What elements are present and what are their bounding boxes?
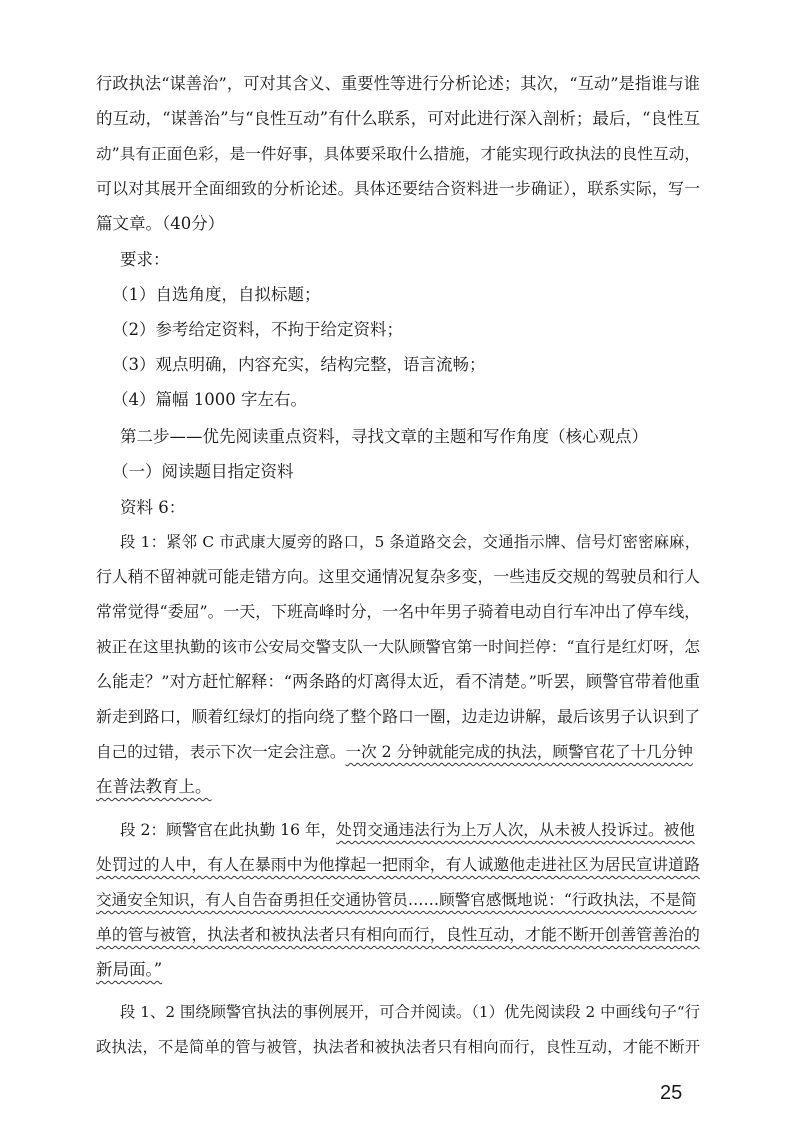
para2-line [120, 818, 700, 842]
para2-line [96, 888, 700, 912]
requirement-item: （3）观点明确，内容充实，结构完整，语言流畅； [112, 355, 486, 374]
intro-line: 篇文章。（40分） [96, 214, 225, 233]
para1-line: 行人稍不留神就可能走错方向。这里交通情况复杂多变，一些违反交规的驾驶员和行人 [96, 567, 700, 586]
para2-line [96, 853, 700, 877]
para1-line [96, 740, 700, 764]
intro-line: 的互动，“谋善治”与“良性互动”有什么联系，可对此进行深入剖析；最后，“良性互 [96, 109, 700, 128]
page-number: 25 [660, 1082, 683, 1104]
requirements-label: 要求： [120, 250, 170, 269]
underlined-sentence: 一次 2 分钟就能完成的执法，顾警官花了十几分钟 [345, 743, 693, 761]
para1-line: 被正在这里执勤的该市公安局交警支队一大队顾警官第一时间拦停：“直行是红灯呀，怎 [96, 638, 700, 656]
intro-line: 行政执法“谋善治”，可对其含义、重要性等进行分析论述；其次，“互动”是指谁与谁 [96, 74, 700, 93]
underlined-sentence: 新局面。” [96, 960, 163, 979]
underlined-sentence: 在普法教育上。 [96, 777, 212, 796]
intro-line: 可以对其展开全面细致的分析论述。具体还要结合资料进一步确证），联系实际，写一 [96, 179, 700, 198]
para1-line: 段 1：紧邻 C 市武康大厦旁的路口，5 条道路交会，交通指示牌、信号灯密密麻麻， [120, 533, 700, 551]
para1-line: 么能走？”对方赶忙解释：“两条路的灯离得太近，看不清楚。”听罢，顾警官带着他重 [96, 672, 700, 691]
analysis-line: 政执法，不是简单的管与被管，执法者和被执法者只有相向而行，良性互动，才能不断开 [96, 1038, 700, 1056]
section-heading: （一）阅读题目指定资料 [112, 462, 294, 481]
underlined-sentence: 处罚过的人中，有人在暴雨中为他撑起一把雨伞，有人诚邀他走进社区为居民宣讲道路 [96, 855, 700, 874]
underlined-sentence: 交通安全知识，有人自告奋勇担任交通协管员……顾警官感慨地说：“行政执法，不是简 [96, 891, 697, 909]
para1-line: 新走到路口，顺着红绿灯的指向绕了整个路口一圈，边走边讲解，最后该男子认识到了 [96, 707, 700, 726]
analysis-line: 段 1、2 围绕顾警官执法的事例展开，可合并阅读。（1）优先阅读段 2 中画线句子“行 [120, 1003, 700, 1021]
para2-line [96, 958, 700, 982]
requirement-item: （4）篇幅 1000 字左右。 [112, 390, 307, 409]
requirement-item: （2）参考给定资料，不拘于给定资料； [112, 320, 403, 339]
requirement-item: （1）自选角度，自拟标题； [112, 285, 321, 304]
para1-line: 常常觉得“委屈”。一天，下班高峰时分，一名中年男子骑着电动自行车冲出了停车线， [96, 602, 701, 621]
step-heading: 第二步——优先阅读重点资料，寻找文章的主题和写作角度（核心观点） [120, 427, 648, 446]
para1-text: 自己的过错，表示下次一定会注意。 [96, 743, 346, 761]
underlined-sentence: 单的管与被管，执法者和被执法者只有相向而行，良性互动，才能不断开创善管善治的 [96, 925, 700, 944]
intro-line: 动”具有正面色彩，是一件好事，具体要采取什么措施，才能实现行政执法的良性互动， [96, 145, 700, 163]
material-label: 资料 6： [120, 498, 186, 517]
para2-text: 段 2：顾警官在此执勤 16 年， [120, 821, 337, 839]
para1-line [96, 775, 700, 799]
underlined-sentence: 处罚交通违法行为上万人次，从未被人投诉过。被他 [336, 821, 695, 839]
para2-line [96, 923, 700, 947]
